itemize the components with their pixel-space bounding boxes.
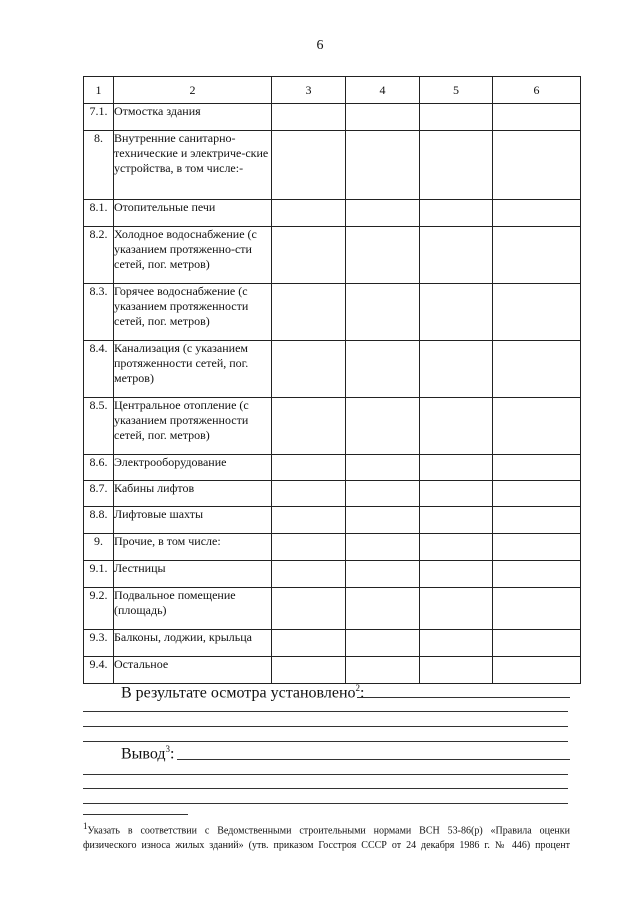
- table-row: [84, 630, 581, 657]
- column-header: 5: [420, 77, 493, 104]
- row-number: 8.5.: [84, 398, 114, 455]
- value-cell[interactable]: [346, 398, 420, 455]
- row-description: Горячее водоснабжение (с указанием протяженности сетей, пог. метров): [114, 284, 272, 341]
- row-number: 7.1.: [84, 104, 114, 131]
- table-row: [84, 507, 581, 534]
- row-number: 8.: [84, 131, 114, 200]
- table-row: [84, 200, 581, 227]
- row-description: Отмостка здания: [114, 104, 272, 131]
- column-header: 6: [493, 77, 581, 104]
- value-cell[interactable]: [346, 284, 420, 341]
- value-cell[interactable]: [493, 657, 581, 684]
- value-cell[interactable]: [346, 104, 420, 131]
- value-cell[interactable]: [493, 131, 581, 200]
- value-cell[interactable]: [346, 657, 420, 684]
- row-number: 8.2.: [84, 227, 114, 284]
- row-number: 8.6.: [84, 455, 114, 481]
- table-row: [84, 227, 581, 284]
- value-cell[interactable]: [493, 561, 581, 588]
- footnote-separator: [83, 814, 188, 815]
- row-number: 8.1.: [84, 200, 114, 227]
- row-number: 9.3.: [84, 630, 114, 657]
- value-cell[interactable]: [420, 200, 493, 227]
- row-number: 9.1.: [84, 561, 114, 588]
- row-description: Лифтовые шахты: [114, 507, 272, 534]
- table-row: [84, 481, 581, 507]
- conclusion-label: Вывод$^3$:: [121, 744, 175, 763]
- row-description: Холодное водоснабжение (с указанием протяженно-сти сетей, пог. метров): [114, 227, 272, 284]
- result-fill-line[interactable]: [83, 711, 568, 712]
- value-cell[interactable]: [420, 481, 493, 507]
- row-description: Остальное: [114, 657, 272, 684]
- value-cell[interactable]: [272, 398, 346, 455]
- table-row: [84, 341, 581, 398]
- value-cell[interactable]: [272, 561, 346, 588]
- value-cell[interactable]: [420, 507, 493, 534]
- row-description: Подвальное помещение (площадь): [114, 588, 272, 630]
- value-cell[interactable]: [493, 398, 581, 455]
- conclusion-fill-line[interactable]: [83, 788, 568, 789]
- value-cell[interactable]: [493, 534, 581, 561]
- row-number: 8.3.: [84, 284, 114, 341]
- value-cell[interactable]: [493, 104, 581, 131]
- table-row: [84, 455, 581, 481]
- row-description: Канализация (с указанием протяженности сетей, пог. метров): [114, 341, 272, 398]
- value-cell[interactable]: [346, 588, 420, 630]
- value-cell[interactable]: [346, 507, 420, 534]
- row-number: 8.8.: [84, 507, 114, 534]
- value-cell[interactable]: [272, 507, 346, 534]
- value-cell[interactable]: [346, 131, 420, 200]
- footnote-text: Указать в соответствии с Ведомственными строительными нормами ВСН 53-86(р) «Правила оценки физического износа жилых зданий» (утв. приказом Госстроя СССР от 24 декабря 1986 г. № 446) процент: [83, 825, 570, 852]
- value-cell[interactable]: [493, 507, 581, 534]
- result-fill-line[interactable]: [83, 726, 568, 727]
- table-row: [84, 657, 581, 684]
- value-cell[interactable]: [272, 200, 346, 227]
- value-cell[interactable]: [420, 561, 493, 588]
- value-cell[interactable]: [493, 284, 581, 341]
- value-cell[interactable]: [272, 227, 346, 284]
- column-header: 3: [272, 77, 346, 104]
- value-cell[interactable]: [272, 534, 346, 561]
- value-cell[interactable]: [420, 455, 493, 481]
- value-cell[interactable]: [493, 481, 581, 507]
- result-label: В результате осмотра установлено$^2$:: [121, 683, 365, 702]
- value-cell[interactable]: [346, 455, 420, 481]
- footnote-ref: 2: [355, 683, 361, 693]
- value-cell[interactable]: [420, 534, 493, 561]
- table-row: [84, 131, 581, 200]
- value-cell[interactable]: [493, 630, 581, 657]
- value-cell[interactable]: [272, 481, 346, 507]
- value-cell[interactable]: [272, 630, 346, 657]
- row-number: 9.: [84, 534, 114, 561]
- column-header: 1: [84, 77, 114, 104]
- column-header: 2: [114, 77, 272, 104]
- table-row: [84, 284, 581, 341]
- value-cell[interactable]: [272, 284, 346, 341]
- page-number: 6: [316, 38, 324, 53]
- table-header-row: [84, 77, 581, 104]
- row-description: Электрооборудование: [114, 455, 272, 481]
- value-cell[interactable]: [346, 200, 420, 227]
- table-row: [84, 534, 581, 561]
- row-description: Кабины лифтов: [114, 481, 272, 507]
- value-cell[interactable]: [420, 131, 493, 200]
- table-row: [84, 561, 581, 588]
- value-cell[interactable]: [272, 455, 346, 481]
- value-cell[interactable]: [346, 341, 420, 398]
- conclusion-fill-line[interactable]: [83, 774, 568, 775]
- value-cell[interactable]: [493, 455, 581, 481]
- value-cell[interactable]: [346, 630, 420, 657]
- row-description: Отопительные печи: [114, 200, 272, 227]
- row-number: 8.7.: [84, 481, 114, 507]
- value-cell[interactable]: [420, 284, 493, 341]
- result-fill-line[interactable]: [83, 741, 568, 742]
- footnote-ref: 3: [165, 744, 171, 754]
- row-number: 8.4.: [84, 341, 114, 398]
- value-cell[interactable]: [420, 398, 493, 455]
- footnote-marker: 1: [83, 821, 88, 831]
- conclusion-fill-line[interactable]: [83, 803, 568, 804]
- value-cell[interactable]: [272, 341, 346, 398]
- value-cell[interactable]: [420, 657, 493, 684]
- value-cell[interactable]: [272, 131, 346, 200]
- table-row: [84, 398, 581, 455]
- value-cell[interactable]: [346, 481, 420, 507]
- value-cell[interactable]: [346, 227, 420, 284]
- value-cell[interactable]: [420, 630, 493, 657]
- row-description: Прочие, в том числе:: [114, 534, 272, 561]
- value-cell[interactable]: [420, 341, 493, 398]
- value-cell[interactable]: [493, 341, 581, 398]
- value-cell[interactable]: [493, 227, 581, 284]
- value-cell[interactable]: [346, 561, 420, 588]
- value-cell[interactable]: [493, 588, 581, 630]
- result-fill-line[interactable]: [357, 697, 570, 698]
- value-cell[interactable]: [420, 227, 493, 284]
- row-description: Центральное отопление (с указанием протяженности сетей, пог. метров): [114, 398, 272, 455]
- column-header: 4: [346, 77, 420, 104]
- value-cell[interactable]: [420, 104, 493, 131]
- footnote: [83, 819, 570, 853]
- value-cell[interactable]: [420, 588, 493, 630]
- conclusion-fill-line[interactable]: [177, 759, 570, 760]
- row-description: Лестницы: [114, 561, 272, 588]
- value-cell[interactable]: [346, 534, 420, 561]
- table-row: [84, 104, 581, 131]
- row-number: 9.4.: [84, 657, 114, 684]
- value-cell[interactable]: [272, 104, 346, 131]
- row-number: 9.2.: [84, 588, 114, 630]
- inventory-table: [83, 76, 581, 684]
- value-cell[interactable]: [272, 588, 346, 630]
- row-description: Балконы, лоджии, крыльца: [114, 630, 272, 657]
- row-description: Внутренние санитарно-технические и электриче-ские устройства, в том числе:-: [114, 131, 272, 200]
- value-cell[interactable]: [493, 200, 581, 227]
- value-cell[interactable]: [272, 657, 346, 684]
- table-row: [84, 588, 581, 630]
